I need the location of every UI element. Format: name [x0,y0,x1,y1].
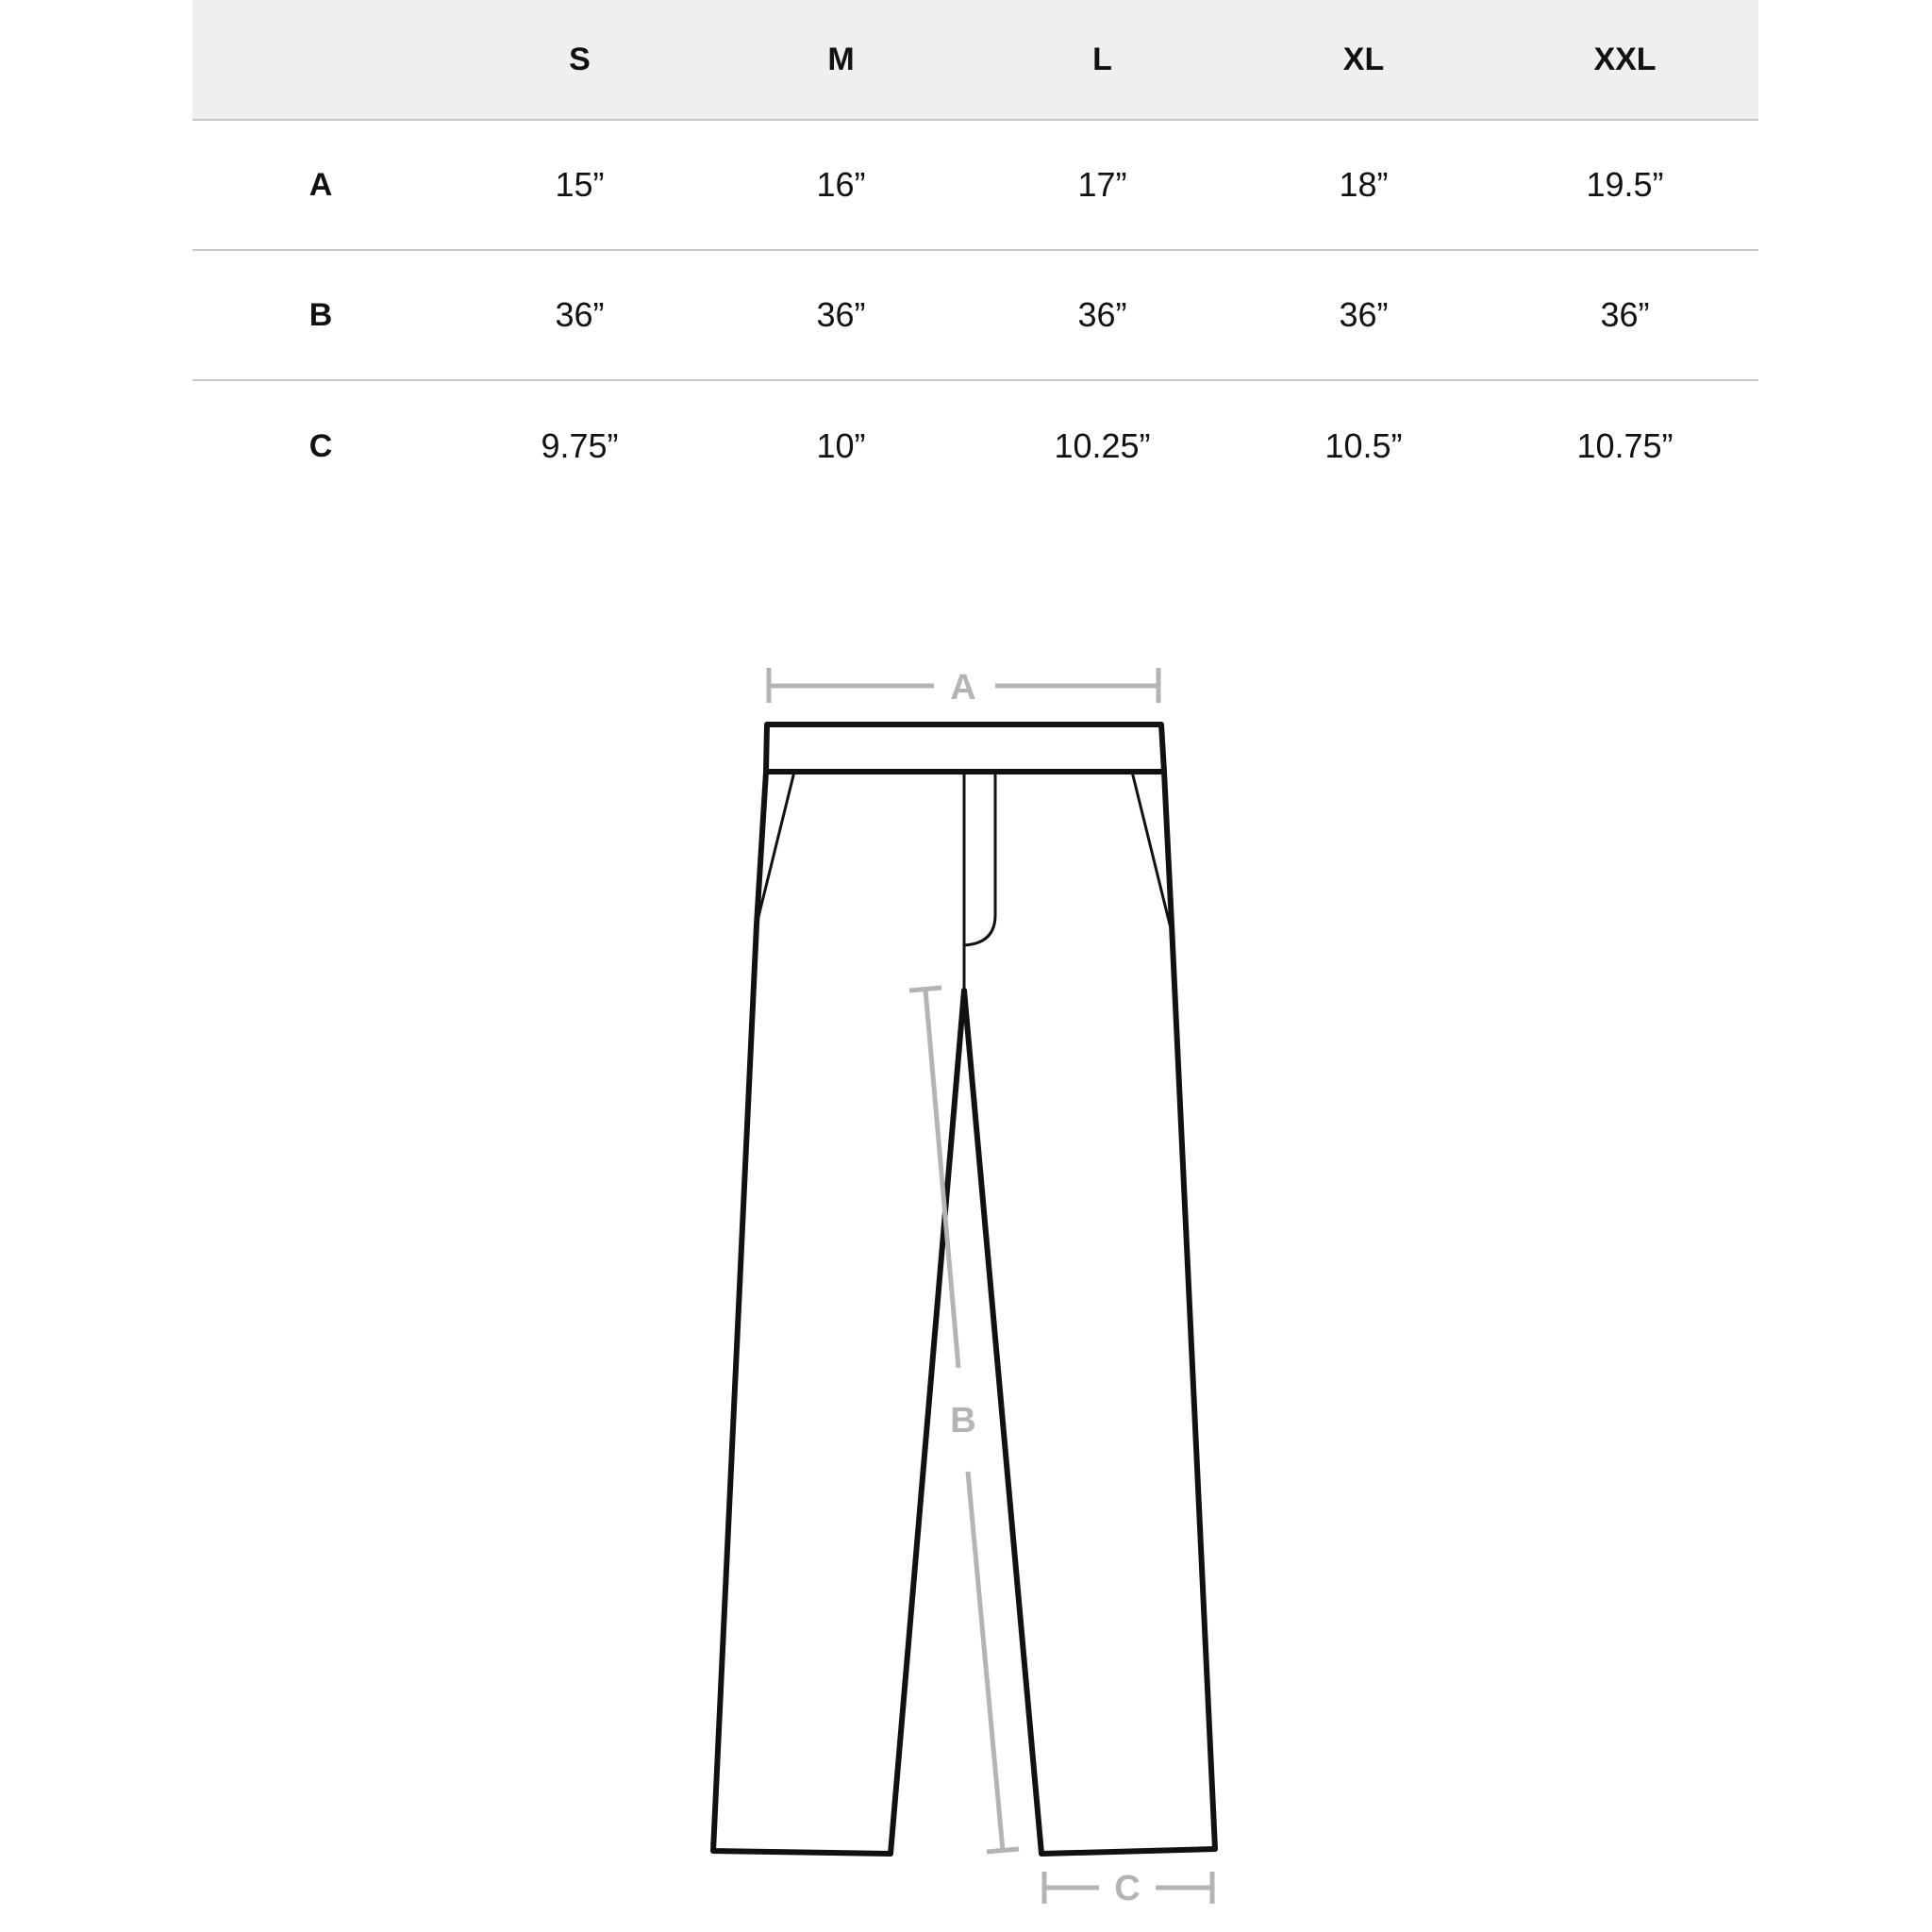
table-cell: 16” [816,165,866,204]
size-header-xl: XL [1342,41,1385,77]
size-header-m: M [827,41,855,77]
table-cell: 9.75” [541,426,619,465]
measure-a-label: A [950,668,976,708]
row-label-a: A [308,166,333,203]
left-leg-outline [713,772,964,1854]
table-cell: 19.5” [1586,165,1664,204]
size-header-l: L [1092,41,1112,77]
right-leg-outline [964,772,1215,1854]
fly-stitch [964,772,995,945]
row-label-b: B [308,296,333,333]
table-cell: 36” [816,295,866,334]
table-cell: 18” [1339,165,1389,204]
table-cell: 36” [1339,295,1389,334]
row-label-c: C [308,427,333,464]
waistband [766,724,1164,772]
table-cell: 10.75” [1576,426,1674,465]
measure-c-label: C [1114,1869,1141,1908]
table-cell: 17” [1077,165,1127,204]
table-cell: 10.25” [1054,426,1151,465]
table-cell: 36” [1600,295,1650,334]
measure-b-label: B [950,1401,976,1441]
table-cell: 36” [555,295,605,334]
table-cell: 10.5” [1324,426,1403,465]
size-header-xxl: XXL [1593,41,1657,77]
table-cell: 15” [555,165,605,204]
pants-outline [713,724,1215,1854]
table-cell: 36” [1077,295,1127,334]
table-cell: 10” [816,426,866,465]
size-header-s: S [569,41,591,77]
